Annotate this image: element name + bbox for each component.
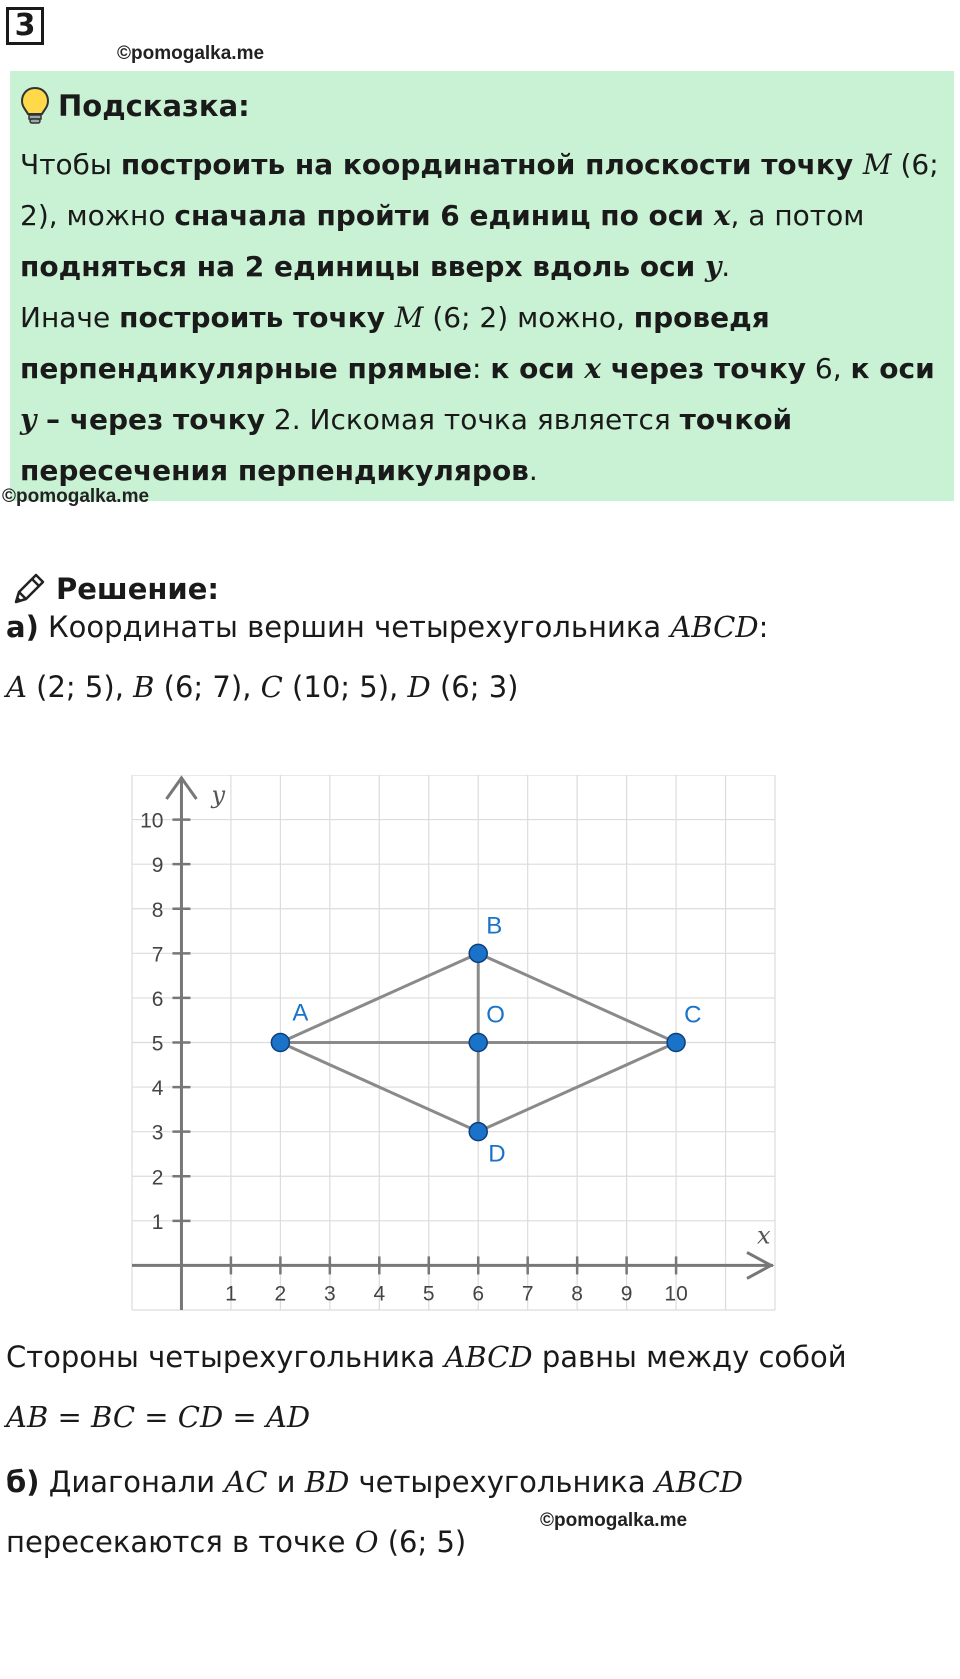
hint-title-text: Подсказка: [58,89,250,123]
coordinate-plane [120,775,790,1325]
hint-run: построить на координатной плоскости точку [120,148,863,181]
point-label-O: O [486,1001,505,1029]
hint-run: точкой пересечения перпендикуляров [20,403,793,487]
hint-run: построить точку [119,301,395,334]
y-axis-label: y [211,781,226,809]
x-tick-label: 6 [472,1282,485,1306]
hint-run: Чтобы [20,148,121,181]
part-b-text1: Диагонали [39,1465,225,1499]
hint-run: (6; 2) можно, [423,301,634,334]
sides-text: Стороны четырехугольника [6,1340,445,1374]
hint-run: . [528,454,538,487]
y-tick-label: 8 [151,898,164,922]
hint-run: сначала пройти 6 единиц по оси [174,199,714,232]
part-b-and: и [267,1465,305,1499]
diagonal-ac: AC [224,1465,268,1499]
hint-run: через точку [601,352,807,385]
x-tick-label: 3 [324,1282,336,1306]
hint-paragraph-1 [20,139,940,292]
hint-run: . [721,250,731,283]
sides-line [6,1340,847,1374]
quad-name: ABCD [670,610,759,644]
point-C [667,1034,685,1052]
point-label-B: B [486,912,503,940]
vertex-name: A [6,670,27,704]
part-b-text2: четырехугольника [349,1465,655,1499]
task-number: 3 [6,7,44,45]
part-b-line [6,1465,743,1499]
intersection-point-value: (6; 5) [378,1525,467,1559]
point-O [469,1034,487,1052]
hint-run: Иначе [20,301,120,334]
y-tick-label: 5 [151,1032,164,1056]
hint-run: : [472,352,491,385]
hint-run: 2. Искомая точка является [264,403,680,436]
lightbulb-icon [20,86,50,126]
vertex-name: D [407,670,431,704]
hint-run: (6; 2), можно [20,148,939,232]
hint-run: 6, [806,352,851,385]
intersection-point-name: O [354,1525,379,1559]
hint-run: , а потом [730,199,865,232]
x-tick-label: 10 [664,1282,688,1306]
y-tick-label: 2 [151,1166,164,1190]
hint-run: к оси [490,352,585,385]
point-label-D: D [488,1140,506,1168]
hint-run: M [862,148,892,181]
watermark-middle: ©pomogalka.me [2,486,150,507]
hint-run: x [713,199,731,232]
y-tick-label: 4 [151,1077,164,1101]
x-tick-label: 5 [422,1282,435,1306]
intersection-text: пересекаются в точке [6,1525,355,1559]
y-tick-label: 1 [151,1210,164,1234]
colon: : [758,610,769,644]
watermark-top: ©pomogalka.me [117,43,265,64]
hint-run: к оси [850,352,935,385]
y-tick-label: 3 [151,1121,164,1145]
sides-quad: ABCD [444,1340,533,1374]
hint-paragraph-2 [20,292,940,496]
watermark-bottom: ©pomogalka.me [540,1510,688,1531]
hint-run: подняться на 2 единицы вверх вдоль оси [20,250,706,283]
sides-tail: равны между собой [532,1340,847,1374]
x-axis-label: x [757,1221,771,1250]
vertex-coords: (10; 5) [282,670,390,704]
equality: AB = BC = CD = AD [6,1400,311,1434]
solution-title-text: Решение: [56,572,220,606]
vertex-name: B [133,670,155,704]
part-a-text: Координаты вершин четырехугольника [38,610,671,644]
vertex-coords: (6; 3) [430,670,519,704]
vertex-name: C [260,670,283,704]
vertex-coords: (2; 5) [26,670,115,704]
y-tick-label: 9 [151,854,164,878]
part-b-quad: ABCD [654,1465,744,1499]
hint-run: проведя перпендикулярные прямые [20,301,770,385]
coords-line: A (2; 5), B (6; 7), C (10; 5), D (6; 3) [6,670,519,704]
solution-title [10,570,219,608]
x-tick-label: 8 [571,1282,583,1306]
y-tick-label: 10 [140,809,164,833]
hint-run: – через точку [36,403,265,436]
y-tick-label: 7 [151,943,164,967]
hint-run: M [394,301,424,334]
vertex-coords: (6; 7) [154,670,243,704]
intersection-line [6,1525,466,1559]
point-D [469,1123,487,1141]
x-tick-label: 9 [620,1282,633,1306]
part-b-label: б) [6,1465,40,1499]
x-tick-label: 2 [274,1282,287,1306]
x-tick-label: 4 [373,1282,386,1306]
y-tick-label: 6 [151,987,164,1011]
point-A [271,1034,289,1052]
diagonal-bd: BD [304,1465,350,1499]
pencil-icon [10,570,48,608]
hint-run: y [20,403,37,436]
part-a-line [6,610,768,644]
x-tick-label: 7 [521,1282,534,1306]
hint-box [10,71,954,501]
hint-title [20,79,940,133]
point-label-C: C [684,1001,702,1029]
part-a-label: а) [6,610,39,644]
point-label-A: A [292,999,309,1027]
hint-run: x [584,352,602,385]
hint-run: y [705,250,722,283]
point-B [469,944,487,962]
x-tick-label: 1 [225,1282,237,1306]
